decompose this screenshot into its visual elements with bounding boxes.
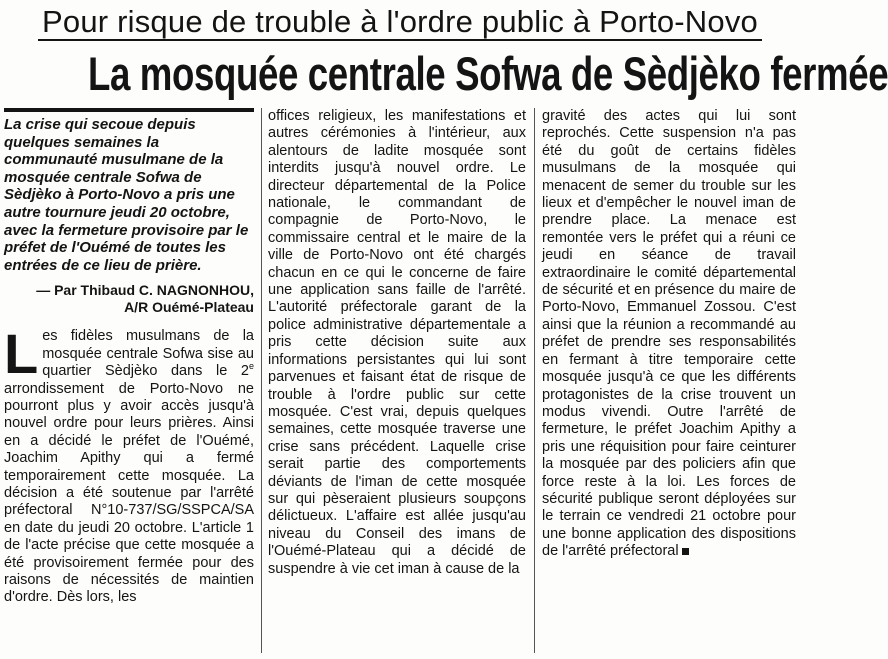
byline — [4, 282, 254, 316]
column-1 — [4, 108, 254, 655]
kicker-heading — [0, 2, 800, 42]
lead-rule — [4, 108, 254, 112]
column-3 — [542, 108, 796, 655]
kicker-text: Pour risque de trouble à l'ordre public à Porto-Novo — [38, 4, 762, 41]
article-body-part-1 — [4, 322, 254, 607]
article-body-part-3 — [542, 108, 796, 561]
drop-cap: L — [4, 322, 39, 386]
headline: La mosquée centrale Sofwa de Sèdjèko fermée — [88, 47, 888, 100]
body-text: arrondissement de Porto-Novo ne pourront plus y avoir accès jusqu'à nouvel ordre pour leurs prières. Ainsi en a décidé le préfet de l'Ouémé, Joachim Apithy qui a fermé temporairement cette mosquée. La décision a été soutenue par l'arrêté préfectoral N°10-737/SG/SSPCA/SA en date du jeudi 20 octobre. L'article 1 de l'acte précise que cette mosquée a été provisoirement fermée pour des raisons de nécessités de maintien d'ordre. Dès lors, les — [4, 380, 254, 606]
column-rule — [534, 108, 535, 653]
body-text: gravité des actes qui lui sont reprochés. Cette suspension n'a pas été du goût de certains fidèles musulmans de la mosquée qui menacent de semer du trouble sur les lieux et d'empêcher le nouvel iman de prendre place. La menace est remontée vers le préfet qui a réuni ce jeudi en séance de travail extraordinaire le comité départemental de sécurité et en présence du maire de Porto-Novo, Emmanuel Zossou. C'est ainsi que la réunion a recommandé au préfet de prendre ses responsabilités en fermant à titre temporaire cette mosquée jusqu'à ce que les différents protagonistes de la crise trouvent un modus vivendi. Outre l'arrêté de fermeture, le préfet Joachim Apithy a pris une réquisition pour faire ceinturer la mosquée par des policiers afin que force reste à la loi. Les forces de sécurité publique seront déployées sur le terrain ce vendredi 21 octobre pour une bonne application des dispositions de l'arrêté préfectoral — [542, 108, 796, 560]
article-body-part-2: offices religieux, les manifestations et autres cérémonies à l'intérieur, aux alentours de ladite mosquée sont interdits jusqu'à nouvel ordre. Le directeur départemental de la Police nationale, le commandant de compagnie de Porto-Novo, le commissaire central et le maire de la ville de Porto-Novo ont été chargés chacun en ce qui le concerne de faire une application sans faille de l'arrêté. L'autorité préfectorale garant de la police administrative départementale a pris cette décision suite aux informations persistantes qui lui sont parvenues et faisant état de risque de trouble à l'ordre public sur cette mosquée. C'est vrai, depuis quelques semaines, cette mosquée traverse une crise sans précédent. Laquelle crise serait partie des comportements déviants de l'iman de cette mosquée sur qui pèseraient plusieurs soupçons délictueux. L'affaire est allée jusqu'au niveau du Conseil des imans de l'Ouémé-Plateau qui a décidé de suspendre à vie cet iman à cause de la — [268, 108, 526, 577]
byline-author: — Par Thibaud C. NAGNONHOU, — [36, 282, 254, 299]
byline-office: A/R Ouémé-Plateau — [124, 299, 254, 316]
column-rule — [261, 108, 262, 653]
ordinal-suffix: e — [249, 361, 254, 372]
body-text: es fidèles musulmans de la mosquée centrale Sofwa sise au quartier Sèdjèko dans le 2 — [42, 328, 254, 380]
end-of-article-mark — [682, 548, 689, 555]
column-2 — [268, 108, 526, 655]
lead-paragraph: La crise qui secoue depuis quelques semaines la communauté musulmane de la mosquée centrale Sofwa de Sèdjèko à Porto-Novo a pris une autre tournure jeudi 20 octobre, avec la fermeture provisoire par le préfet de l'Ouémé de toutes les entrées de ce lieu de prière. — [4, 116, 249, 274]
